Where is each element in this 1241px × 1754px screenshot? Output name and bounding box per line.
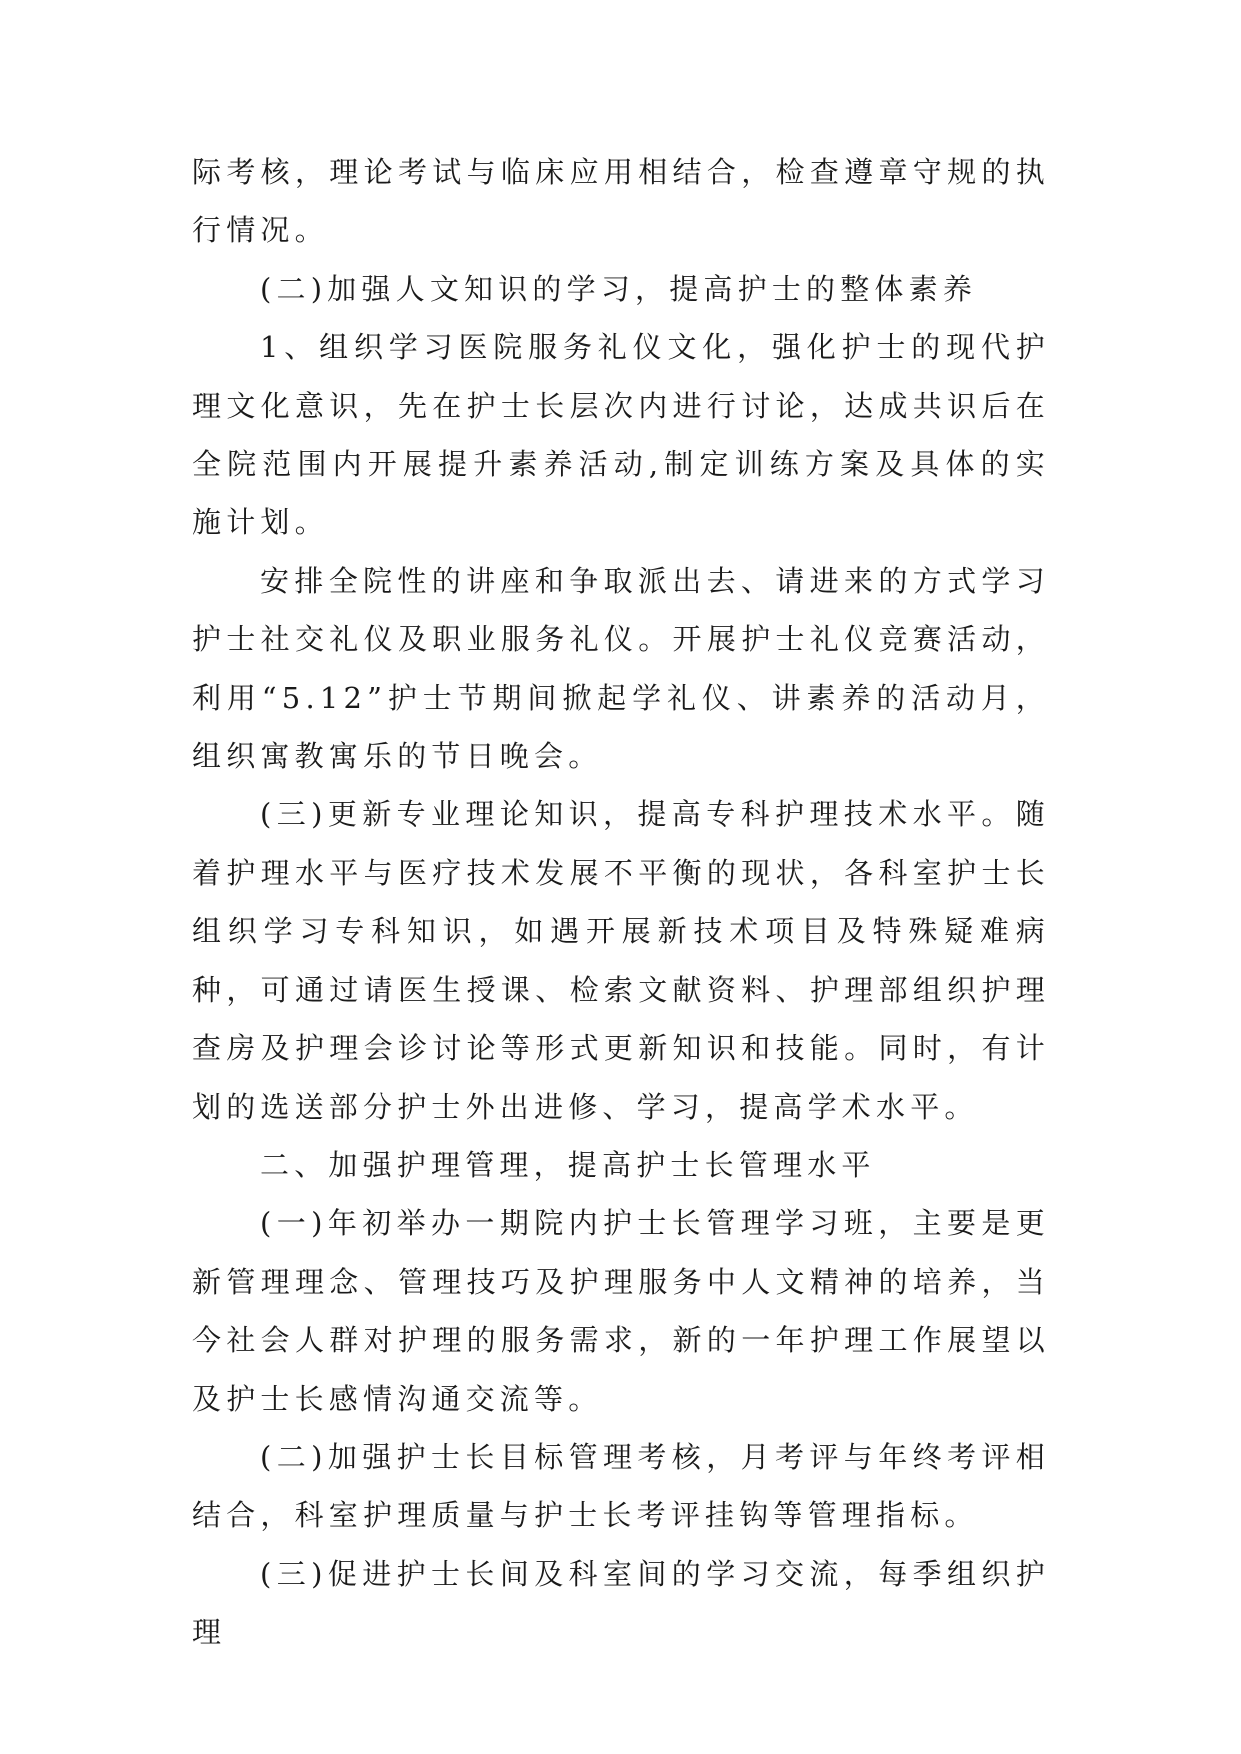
paragraph-target-assessment: (二)加强护士长目标管理考核，月考评与年终考评相结合，科室护理质量与护士长考评挂钩等管理指标。	[192, 1439, 1050, 1533]
paragraph-continuation: 际考核，理论考试与临床应用相结合，检查遵章守规的执行情况。	[192, 155, 1050, 248]
document-page	[192, 143, 1050, 1662]
heading-humanities: (二)加强人文知识的学习，提高护士的整体素养	[260, 271, 978, 306]
heading-nursing-management: 二、加强护理管理，提高护士长管理水平	[260, 1147, 876, 1182]
paragraph-lectures: 安排全院性的讲座和争取派出去、请进来的方式学习护士社交礼仪及职业服务礼仪。开展护士礼仪竞赛活动，利用“5.12”护士节期间掀起学礼仪、讲素养的活动月，组织寓教寓乐的节日晚会。	[192, 563, 1050, 774]
paragraph-etiquette-culture: 1、组织学习医院服务礼仪文化，强化护士的现代护理文化意识，先在护士长层次内进行讨论，达成共识后在全院范围内开展提升素养活动,制定训练方案及具体的实施计划。	[192, 330, 1050, 540]
paragraph-exchange: (三)促进护士长间及科室间的学习交流，每季组织护理	[192, 1556, 1050, 1650]
paragraph-professional-knowledge: (三)更新专业理论知识，提高专科护理技术水平。随着护理水平与医疗技术发展不平衡的现状，各科室护士长组织学习专科知识，如遇开展新技术项目及特殊疑难病种，可通过请医生授课、检索文献资料、护理部组织护理查房及护理会诊讨论等形式更新知识和技能。同时，有计划的选送部分护士外出进修、学习，提高学术水平。	[192, 797, 1050, 1124]
paragraph-training-class: (一)年初举办一期院内护士长管理学习班，主要是更新管理理念、管理技巧及护理服务中人文精神的培养，当今社会人群对护理的服务需求，新的一年护理工作展望以及护士长感情沟通交流等。	[192, 1206, 1050, 1416]
